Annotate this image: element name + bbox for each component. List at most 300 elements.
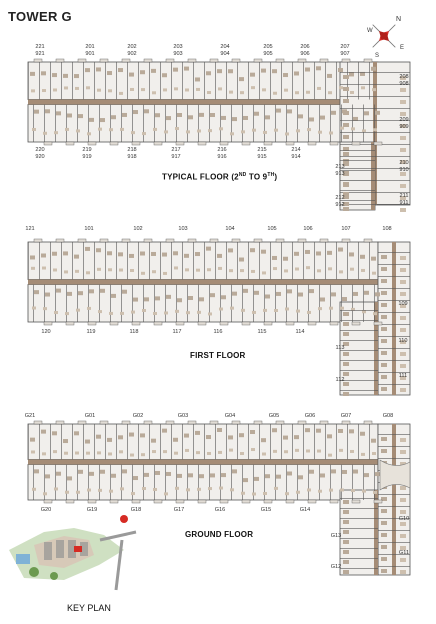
unit-label: 210 910 [399, 160, 409, 173]
partition [28, 424, 29, 460]
furniture [343, 135, 349, 139]
furniture [218, 87, 222, 90]
unit-label: G18 [130, 507, 142, 513]
unit-label: G07 [340, 413, 352, 419]
partition [44, 285, 45, 323]
balcony [264, 322, 272, 325]
furniture [162, 429, 167, 433]
furniture [361, 86, 365, 89]
furniture [381, 351, 387, 355]
balcony [66, 142, 74, 145]
furniture [118, 252, 123, 256]
balcony [286, 500, 294, 503]
furniture [133, 110, 138, 114]
furniture [276, 292, 281, 296]
balcony [308, 142, 316, 145]
partition [340, 508, 378, 509]
partition [340, 310, 378, 311]
partition [83, 242, 84, 280]
partition [55, 105, 56, 143]
furniture [400, 184, 406, 188]
partition [154, 285, 155, 323]
furniture [185, 88, 189, 91]
furniture [294, 71, 299, 75]
balcony [320, 239, 328, 242]
furniture [298, 475, 303, 479]
unit-label: G14 [299, 507, 311, 513]
furniture [130, 269, 134, 272]
furniture [85, 68, 90, 72]
furniture [184, 67, 189, 71]
furniture [197, 488, 201, 491]
furniture [285, 132, 289, 135]
partition [259, 242, 260, 280]
furniture [43, 307, 47, 310]
furniture [400, 112, 406, 116]
balcony [188, 239, 196, 242]
furniture [375, 472, 380, 476]
partition [336, 424, 337, 460]
furniture [98, 310, 102, 313]
furniture [74, 431, 79, 435]
partition [83, 62, 84, 100]
balcony [232, 421, 240, 424]
partition [237, 424, 238, 460]
furniture [188, 296, 193, 300]
furniture [133, 298, 138, 302]
compass-w: W [367, 28, 373, 34]
balcony [188, 421, 196, 424]
furniture [343, 111, 349, 115]
furniture [100, 118, 105, 122]
unit-label: 220 920 [35, 147, 45, 160]
balcony [254, 421, 262, 424]
balcony [210, 239, 218, 242]
balcony [166, 421, 174, 424]
furniture [207, 452, 211, 455]
furniture [197, 129, 201, 132]
furniture [109, 128, 113, 131]
furniture [327, 74, 332, 78]
partition [341, 105, 342, 143]
partition [378, 530, 410, 531]
unit-label: 118 [129, 329, 139, 335]
unit-label: 115 [257, 329, 267, 335]
furniture [206, 71, 211, 75]
furniture [133, 476, 138, 480]
furniture [349, 252, 354, 256]
furniture [230, 488, 234, 491]
unit-label: G10 [398, 516, 410, 522]
unit-strip [28, 285, 378, 323]
balcony [320, 421, 328, 424]
partition [198, 105, 199, 143]
furniture [217, 254, 222, 258]
partition [116, 62, 117, 100]
partition [209, 285, 210, 323]
partition [352, 465, 353, 501]
partition [292, 242, 293, 280]
balcony [276, 421, 284, 424]
furniture [318, 131, 322, 134]
partition [325, 242, 326, 280]
furniture [131, 131, 135, 134]
furniture [274, 129, 278, 132]
partition [154, 105, 155, 143]
furniture [174, 266, 178, 269]
furniture [400, 352, 406, 356]
furniture [166, 472, 171, 476]
partition [231, 465, 232, 501]
unit-label: 207 907 [340, 44, 350, 57]
partition [340, 370, 378, 371]
balcony [330, 322, 338, 325]
partition [176, 105, 177, 143]
furniture [287, 471, 292, 475]
furniture [283, 257, 288, 261]
partition [340, 330, 378, 331]
unit-label: G11 [398, 550, 410, 556]
furniture [400, 292, 406, 296]
furniture [64, 86, 68, 89]
furniture [328, 267, 332, 270]
partition [88, 105, 89, 143]
furniture [331, 292, 336, 296]
partition [209, 465, 210, 501]
unit-label: 203 903 [173, 44, 183, 57]
partition [226, 242, 227, 280]
partition [138, 242, 139, 280]
partition [286, 285, 287, 323]
unit-label: G04 [224, 413, 236, 419]
furniture [240, 269, 244, 272]
partition [204, 62, 205, 100]
furniture [283, 73, 288, 77]
furniture [56, 289, 61, 293]
furniture [185, 449, 189, 452]
partition [88, 465, 89, 501]
partition [341, 465, 342, 501]
partition [242, 105, 243, 143]
furniture [373, 491, 377, 494]
furniture [111, 115, 116, 119]
partition [138, 424, 139, 460]
corridor [28, 280, 378, 285]
furniture [131, 311, 135, 314]
unit-label: 109 [398, 301, 408, 307]
furniture [184, 434, 189, 438]
unit-label: G19 [86, 507, 98, 513]
furniture [241, 492, 245, 495]
furniture [87, 489, 91, 492]
furniture [100, 289, 105, 293]
furniture [219, 487, 223, 490]
balcony [66, 322, 74, 325]
furniture [120, 487, 124, 490]
furniture [340, 127, 344, 130]
furniture [163, 450, 167, 453]
furniture [373, 128, 377, 131]
partition [292, 62, 293, 100]
furniture [85, 247, 90, 251]
partition [340, 360, 378, 361]
furniture [400, 522, 406, 526]
unit-label: G01 [84, 413, 96, 419]
furniture [218, 451, 222, 454]
furniture [364, 473, 369, 477]
balcony [308, 322, 316, 325]
furniture [208, 312, 212, 315]
partition [215, 242, 216, 280]
partition [110, 285, 111, 323]
furniture [364, 291, 369, 295]
unit-label: 205 905 [263, 44, 273, 57]
furniture [175, 487, 179, 490]
furniture [210, 473, 215, 477]
furniture [400, 280, 406, 284]
partition [281, 62, 282, 100]
partition [270, 242, 271, 280]
partition [352, 105, 353, 143]
furniture [381, 449, 387, 453]
partition [378, 264, 410, 265]
furniture [152, 450, 156, 453]
furniture [228, 248, 233, 252]
furniture [142, 132, 146, 135]
partition [154, 465, 155, 501]
partition [165, 285, 166, 323]
furniture [109, 490, 113, 493]
partition [220, 105, 221, 143]
partition [77, 285, 78, 323]
furniture [153, 488, 157, 491]
furniture [130, 454, 134, 457]
furniture [381, 437, 387, 441]
furniture [100, 470, 105, 474]
partition [340, 132, 410, 133]
balcony [220, 500, 228, 503]
partition [314, 242, 315, 280]
partition [99, 465, 100, 501]
partition [220, 285, 221, 323]
furniture [307, 311, 311, 314]
furniture [166, 295, 171, 299]
corridor [28, 460, 378, 465]
furniture [349, 429, 354, 433]
furniture [31, 89, 35, 92]
unit-label: 103 [178, 226, 188, 232]
partition [340, 180, 375, 181]
partition [308, 285, 309, 323]
furniture [63, 439, 68, 443]
furniture [287, 109, 292, 113]
partition [187, 465, 188, 501]
partition [340, 190, 375, 191]
furniture [228, 69, 233, 73]
furniture [251, 270, 255, 273]
furniture [108, 89, 112, 92]
partition [77, 465, 78, 501]
balcony [342, 239, 350, 242]
furniture [318, 307, 322, 310]
balcony [122, 239, 130, 242]
unit-label: 104 [225, 226, 235, 232]
partition [297, 465, 298, 501]
furniture [65, 491, 69, 494]
furniture [274, 309, 278, 312]
furniture [331, 111, 336, 115]
partition [171, 424, 172, 460]
partition [220, 465, 221, 501]
furniture [175, 127, 179, 130]
furniture [316, 66, 321, 70]
furniture [265, 115, 270, 119]
partition [149, 62, 150, 100]
furniture [350, 450, 354, 453]
furniture [328, 454, 332, 457]
partition [176, 465, 177, 501]
furniture [317, 269, 321, 272]
key-plan-label: KEY PLAN [67, 603, 111, 613]
furniture [305, 250, 310, 254]
partition [270, 424, 271, 460]
partition [110, 105, 111, 143]
furniture [210, 293, 215, 297]
partition [363, 465, 364, 501]
balcony [66, 500, 74, 503]
furniture [241, 309, 245, 312]
partition [77, 105, 78, 143]
furniture [273, 267, 277, 270]
furniture [239, 433, 244, 437]
partition [340, 518, 378, 519]
furniture [166, 116, 171, 120]
furniture [163, 272, 167, 275]
furniture [54, 311, 58, 314]
furniture [381, 509, 387, 513]
furniture [381, 569, 387, 573]
furniture [153, 312, 157, 315]
furniture [381, 267, 387, 271]
unit-label: G05 [268, 413, 280, 419]
furniture [265, 474, 270, 478]
balcony [132, 322, 140, 325]
balcony [132, 142, 140, 145]
partition [369, 242, 370, 280]
balcony [198, 500, 206, 503]
furniture [263, 492, 267, 495]
furniture [175, 310, 179, 313]
partition [215, 62, 216, 100]
partition [374, 285, 375, 323]
partition [374, 465, 375, 501]
partition [297, 285, 298, 323]
partition [281, 242, 282, 280]
furniture [56, 111, 61, 115]
furniture [274, 487, 278, 490]
furniture [295, 91, 299, 94]
furniture [360, 255, 365, 259]
furniture [30, 72, 35, 76]
furniture [316, 429, 321, 433]
furniture [230, 132, 234, 135]
unit-label: G13 [330, 533, 342, 539]
furniture [76, 129, 80, 132]
furniture [63, 251, 68, 255]
furniture [254, 112, 259, 116]
furniture [338, 248, 343, 252]
furniture [328, 91, 332, 94]
balcony [166, 59, 174, 62]
furniture [75, 270, 79, 273]
furniture [316, 251, 321, 255]
unit-label: 204 904 [220, 44, 230, 57]
furniture [218, 267, 222, 270]
balcony [88, 322, 96, 325]
furniture [243, 116, 248, 120]
furniture [186, 130, 190, 133]
furniture [295, 449, 299, 452]
furniture [232, 469, 237, 473]
partition [340, 558, 378, 559]
furniture [232, 117, 237, 121]
balcony [242, 322, 250, 325]
balcony [220, 142, 228, 145]
furniture [305, 428, 310, 432]
furniture [381, 339, 387, 343]
furniture [272, 428, 277, 432]
furniture [210, 113, 215, 117]
furniture [54, 487, 58, 490]
partition [340, 340, 378, 341]
balcony [264, 142, 272, 145]
furniture [31, 267, 35, 270]
balcony [34, 59, 42, 62]
furniture [381, 375, 387, 379]
furniture [381, 291, 387, 295]
balcony [44, 500, 52, 503]
partition [319, 465, 320, 501]
furniture [273, 92, 277, 95]
unit-label: 214 914 [291, 147, 301, 160]
furniture [151, 69, 156, 73]
partition [308, 465, 309, 501]
furniture [262, 88, 266, 91]
partition [259, 424, 260, 460]
furniture [34, 290, 39, 294]
furniture [381, 327, 387, 331]
furniture [43, 132, 47, 135]
partition [66, 465, 67, 501]
furniture [177, 298, 182, 302]
furniture [63, 74, 68, 78]
balcony [276, 59, 284, 62]
unit-label: 121 [25, 226, 35, 232]
furniture [400, 364, 406, 368]
furniture [251, 448, 255, 451]
partition [270, 62, 271, 100]
furniture [109, 312, 113, 315]
stub-corridor [371, 142, 375, 210]
partition [340, 96, 410, 97]
furniture [129, 433, 134, 437]
furniture [122, 113, 127, 117]
partition [330, 465, 331, 501]
furniture [254, 477, 259, 481]
furniture [75, 87, 79, 90]
unit-label: 116 [213, 329, 223, 335]
partition [319, 285, 320, 323]
